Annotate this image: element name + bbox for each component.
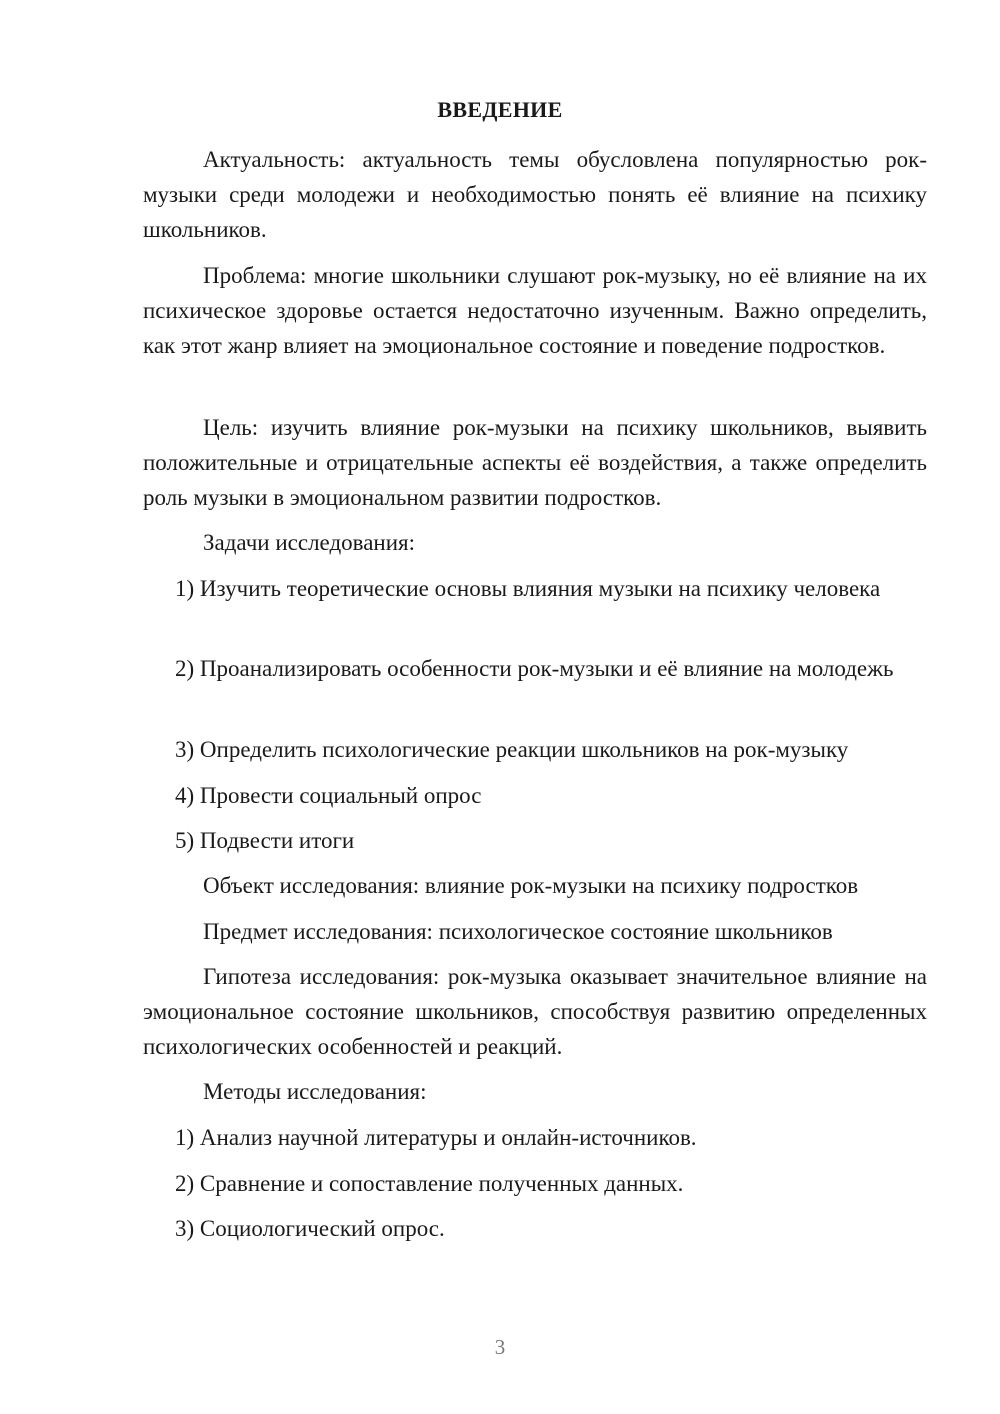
page-number: 3 bbox=[494, 1335, 506, 1359]
problem-paragraph: Проблема: многие школьники слушают рок-музыку, но её влияние на их психическое здоровье остается недостаточно изученным. Важно определить, как этот жанр влияет на эмоциональное состояние и поведение подростков. bbox=[143, 263, 927, 358]
tasks-heading: Задачи исследования: bbox=[203, 530, 416, 555]
method-item-1: 1) Анализ научной литературы и онлайн-источников. bbox=[175, 1125, 697, 1150]
goal-paragraph: Цель: изучить влияние рок-музыки на психику школьников, выявить положительные и отрицательные аспекты её воздействия, а также определить роль музыки в эмоциональном развитии подростков. bbox=[143, 415, 927, 510]
methods-heading: Методы исследования: bbox=[203, 1079, 427, 1104]
method-item-3: 3) Социологический опрос. bbox=[175, 1216, 445, 1241]
method-item-2: 2) Сравнение и сопоставление полученных данных. bbox=[175, 1171, 684, 1196]
research-subject: Предмет исследования: психологическое состояние школьников bbox=[203, 919, 833, 944]
hypothesis-paragraph: Гипотеза исследования: рок-музыка оказывает значительное влияние на эмоциональное состояние школьников, способствуя развитию определенных психологических особенностей и реакций. bbox=[143, 964, 927, 1059]
task-item-4: 4) Провести социальный опрос bbox=[175, 783, 482, 808]
research-object: Объект исследования: влияние рок-музыки на психику подростков bbox=[203, 873, 859, 898]
task-item-1: 1) Изучить теоретические основы влияния музыки на психику человека bbox=[175, 576, 881, 601]
task-item-3: 3) Определить психологические реакции школьников на рок-музыку bbox=[175, 737, 849, 762]
relevance-paragraph: Актуальность: актуальность темы обусловлена популярностью рок-музыки среди молодежи и необходимостью понять её влияние на психику школьников. bbox=[143, 147, 927, 242]
task-item-5: 5) Подвести итоги bbox=[175, 828, 355, 853]
task-item-2: 2) Проанализировать особенности рок-музыки и её влияние на молодежь bbox=[175, 656, 894, 681]
section-title: ВВЕДЕНИЕ bbox=[437, 97, 563, 122]
